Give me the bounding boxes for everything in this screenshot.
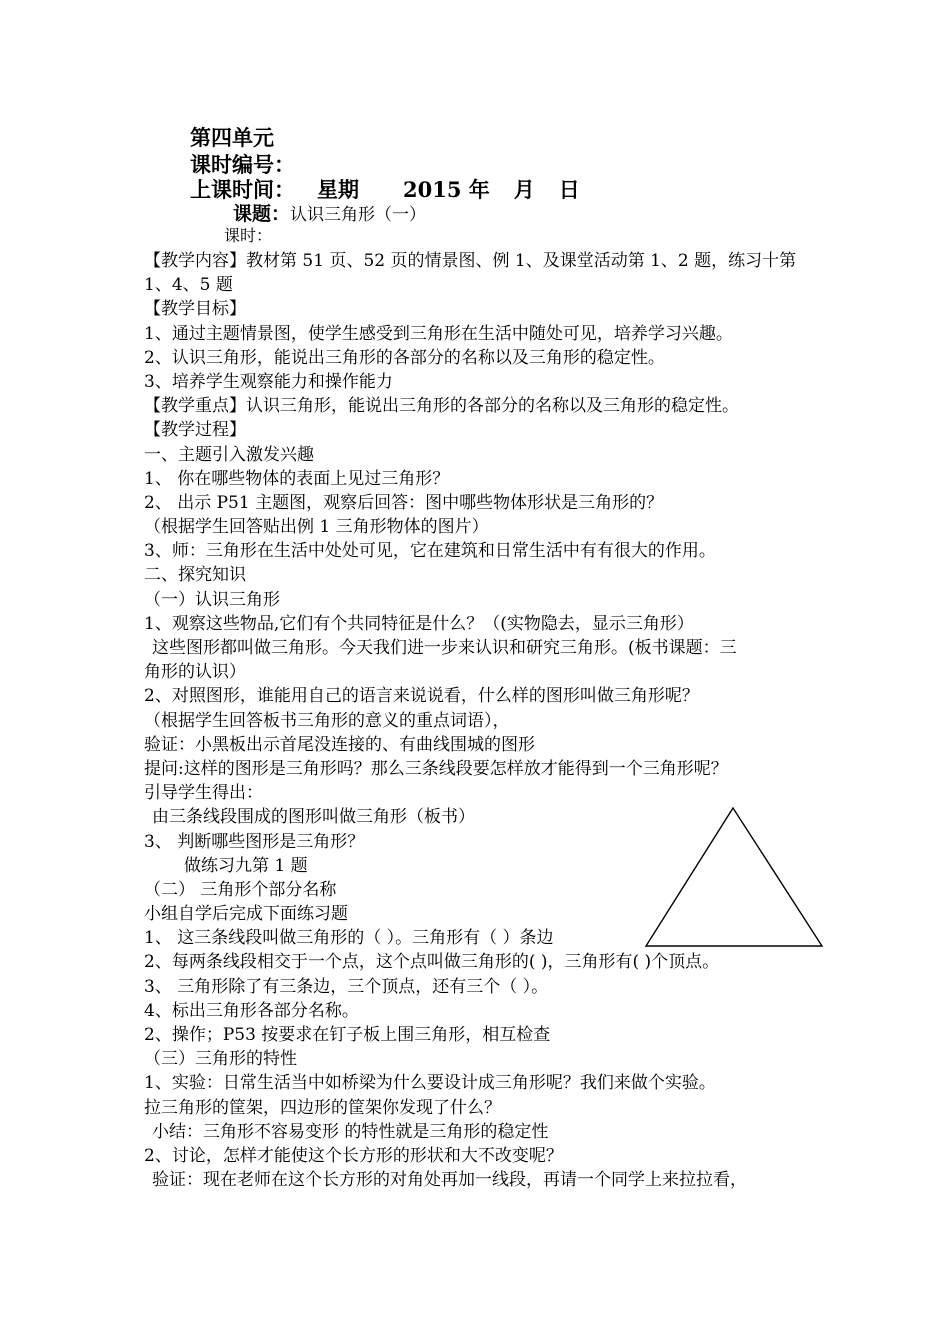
body-line: （三）三角形的特性 [144, 1049, 297, 1070]
body-line: 【教学重点】认识三角形，能说出三角形的各部分的名称以及三角形的稳定性。 [144, 396, 739, 417]
body-line: 4、标出三角形各部分名称。 [144, 1000, 359, 1021]
body-line: 拉三角形的筐架，四边形的筐架你发现了什么？ [144, 1097, 501, 1118]
body-line: 【教学内容】教材第 51 页、52 页的情景图、例 1、及课堂活动第 1、2 题，练习十第 [144, 251, 797, 271]
lesson-number-label: 课时编号： [190, 152, 295, 177]
body-line: 1、实验：日常生活当中如桥梁为什么要设计成三角形呢？我们来做个实验。 [144, 1073, 716, 1094]
body-line: 1、 这三条线段叫做三角形的（ ）。三角形有（ ）条边 [144, 928, 554, 949]
body-line: 3、师：三角形在生活中处处可见，它在建筑和日常生活中有有很大的作用。 [144, 541, 716, 562]
body-line: 1、4、5 题 [144, 275, 233, 296]
body-line: 2、每两条线段相交于一个点，这个点叫做三角形的( )，三角形有( )个顶点。 [144, 952, 720, 973]
unit-label: 第四单元 [190, 125, 274, 150]
triangle-shape [646, 808, 822, 946]
schedule-row [190, 176, 580, 204]
body-line: 一、主题引入激发兴趣 [144, 444, 314, 465]
body-line: 1、通过主题情景图，使学生感受到三角形在生活中随处可见，培养学习兴趣。 [144, 323, 733, 344]
topic-label: 课题： [233, 203, 291, 225]
body-line: 做练习九第 1 题 [184, 855, 308, 876]
body-line: 小组自学后完成下面练习题 [144, 904, 348, 925]
body-line: （一）认识三角形 [144, 589, 280, 610]
body-line: 由三条线段围成的图形叫做三角形（板书） [152, 807, 475, 828]
topic-value: 认识三角形（一） [290, 205, 427, 225]
body-line: 1、观察这些物品,它们有个共同特征是什么？（(实物隐去，显示三角形） [144, 613, 694, 634]
body-line: 角形的认识） [144, 662, 246, 683]
body-line: 2、对照图形，谁能用自己的语言来说说看，什么样的图形叫做三角形呢？ [144, 686, 699, 707]
period-label: 课时： [224, 226, 273, 245]
body-line: 验证：现在老师在这个长方形的对角处再加一线段，再请一个同学上来拉拉看， [152, 1170, 747, 1191]
body-line: 提问:这样的图形是三角形吗？那么三条线段要怎样放才能得到一个三角形呢？ [144, 758, 728, 779]
schedule-year: 2015 年 [403, 177, 490, 202]
schedule-weekday: 星期 [317, 177, 359, 202]
body-line: 2、认识三角形，能说出三角形的各部分的名称以及三角形的稳定性。 [144, 347, 665, 368]
body-line: 1、 你在哪些物体的表面上见过三角形？ [144, 468, 450, 489]
body-line: 验证：小黑板出示首尾没连接的、有曲线围城的图形 [144, 734, 535, 755]
section-heading: 【教学过程】 [144, 420, 246, 441]
body-line: 3、 三角形除了有三条边，三个顶点，还有三个（ ）。 [144, 976, 549, 997]
body-line: 引导学生得出： [144, 783, 263, 804]
schedule-day: 日 [558, 177, 580, 202]
schedule-month: 月 [513, 177, 535, 202]
body-line: （根据学生回答贴出例 1 三角形物体的图片） [144, 517, 489, 538]
body-line: 2、讨论，怎样才能使这个长方形的形状和大不改变呢？ [144, 1145, 563, 1166]
body-line: 2、 出示 P51 主题图，观察后回答：图中哪些物体形状是三角形的？ [144, 492, 664, 513]
section-heading: 【教学目标】 [144, 299, 246, 320]
triangle-figure [644, 806, 824, 948]
lesson-topic [233, 203, 426, 226]
body-line: （二） 三角形个部分名称 [144, 879, 337, 900]
body-line: 3、 判断哪些图形是三角形？ [144, 831, 365, 852]
lesson-body [144, 249, 824, 1192]
unit-title [190, 124, 274, 152]
body-line: （根据学生回答板书三角形的意义的重点词语）， [144, 710, 510, 731]
lesson-number-row [190, 151, 295, 179]
body-line: 二、探究知识 [144, 565, 246, 586]
body-line: 小结：三角形不容易变形 的特性就是三角形的稳定性 [152, 1121, 549, 1142]
body-line: 2、操作；P53 按要求在钉子板上围三角形，相互检查 [144, 1025, 551, 1045]
schedule-label: 上课时间： [190, 177, 295, 202]
body-line: 3、培养学生观察能力和操作能力 [144, 371, 393, 392]
body-line: 这些图形都叫做三角形。今天我们进一步来认识和研究三角形。(板书课题：三 [152, 638, 737, 658]
